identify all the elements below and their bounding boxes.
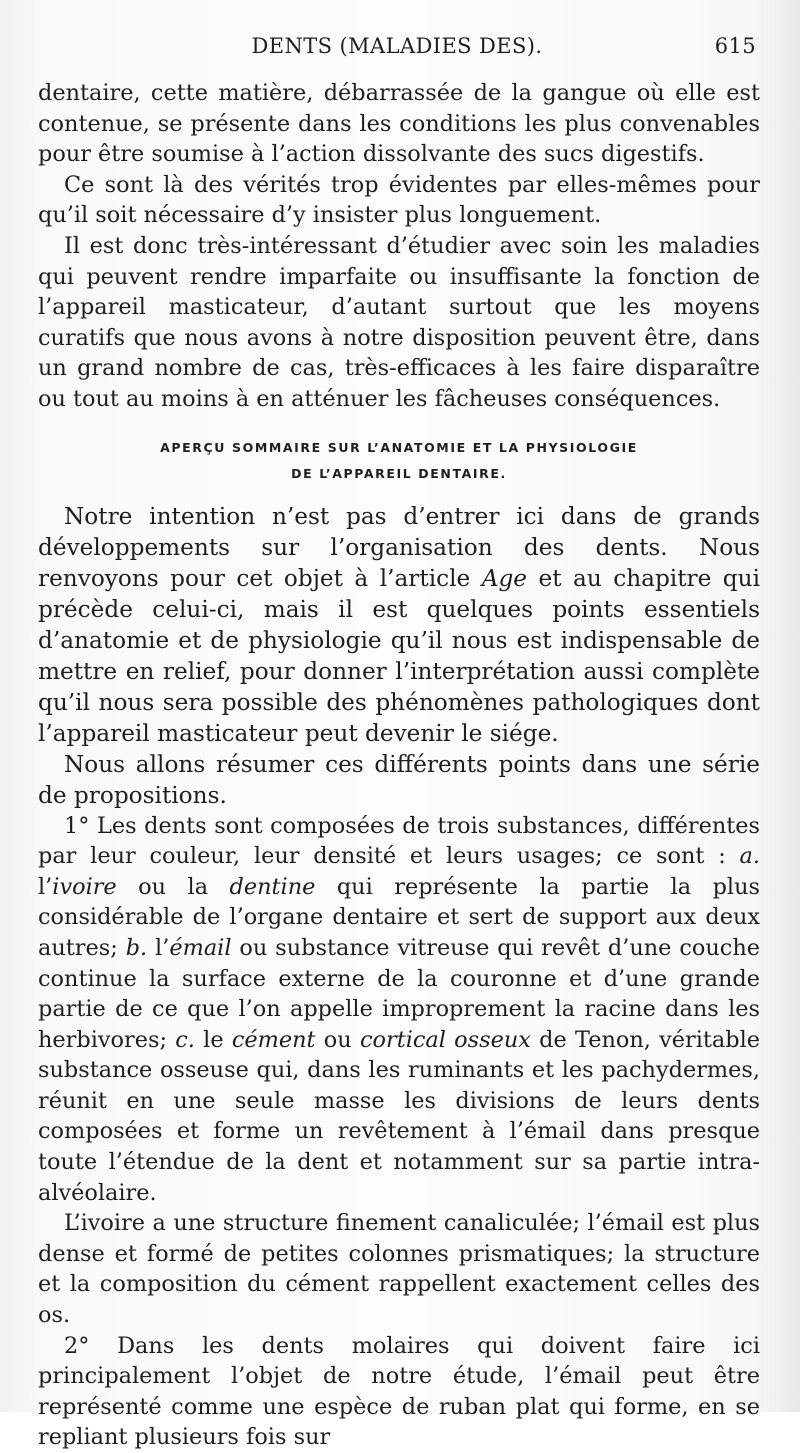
italic-term: ivoire bbox=[52, 873, 117, 900]
paragraph-proposition-2: 2° Dans les dents molaires qui doivent faire ici principalement l’objet de notre étude, l’émail peut être représenté comme une espèce de ruban plat qui forme, en se repliant plusieurs fois sur bbox=[38, 1332, 760, 1451]
text-run: de Tenon, véritable substance osseuse qui, dans les ruminants et les pachydermes, réunit en une seule masse les divisions de leurs dents composées et forme un revêtement à l’émail dans presque toute l’étendue de la dent et notamment sur sa partie intra-alvéolaire. bbox=[38, 1026, 761, 1206]
running-head: DENTS (MALADIES DES). bbox=[251, 34, 543, 58]
paragraph-continuation: dentaire, cette matière, débarrassée de la gangue où elle est contenue, se présente dans les conditions les plus convenables pour être soumise à l’action dissolvante des sucs digestifs. bbox=[38, 80, 760, 168]
text-run: qui représente la partie la plus considérable de l’organe dentaire et sert de support aux deux autres; bbox=[38, 873, 761, 961]
list-letter: c. bbox=[175, 1026, 195, 1053]
section-heading bbox=[38, 435, 760, 487]
text-run: l’ bbox=[147, 934, 170, 961]
text-run: 1° Les dents sont composées de trois substances, différentes par leur couleur, leur densité et leurs usages; ce sont : bbox=[38, 812, 760, 870]
paragraph: L’ivoire a une structure finement canaliculée; l’émail est plus dense et formé de petites colonnes prismatiques; la structure et la composition du cément rappellent exactement celles des os. bbox=[38, 1210, 760, 1329]
text-run: ou substance vitreuse qui revêt d’une couche continue la surface externe de la couronne et d’une grande partie de ce que l’on appelle improprement la racine dans les herbivores; bbox=[38, 934, 761, 1053]
text-run: Notre intention n’est pas d’entrer ici dans de grands développements sur l’organisation des dents. Nous renvoyons pour cet objet à l’article bbox=[38, 502, 760, 592]
paragraph bbox=[38, 501, 760, 749]
italic-term: cortical osseux bbox=[359, 1026, 531, 1053]
text-run: l’ bbox=[38, 873, 53, 900]
body-text bbox=[38, 78, 760, 1453]
page-number: 615 bbox=[714, 34, 756, 58]
list-letter: b. bbox=[125, 934, 148, 961]
italic-term: dentine bbox=[229, 873, 316, 900]
paragraph: Ce sont là des vérités trop évidentes par elles-mêmes pour qu’il soit nécessaire d’y insister plus longuement. bbox=[38, 171, 760, 229]
italic-term: émail bbox=[169, 934, 232, 961]
section-heading-line: DE L’APPAREIL DENTAIRE. bbox=[291, 465, 507, 481]
italic-term: cément bbox=[231, 1026, 316, 1053]
section-heading-line: APERÇU SOMMAIRE SUR L’ANATOMIE ET LA PHYSIOLOGIE bbox=[160, 439, 638, 455]
paragraph: Il est donc très-intéressant d’étudier avec soin les maladies qui peuvent rendre imparfaite ou insuffisante la fonction de l’appareil masticateur, d’autant surtout que les moyens curatifs que nous avons à notre disposition peuvent être, dans un grand nombre de cas, très-efficaces à les faire disparaître ou tout au moins à en atténuer les fâcheuses conséquences. bbox=[38, 232, 760, 412]
list-letter: a. bbox=[739, 843, 760, 870]
page-header bbox=[38, 34, 756, 64]
text-run: le bbox=[194, 1026, 232, 1053]
paragraph-proposition-1 bbox=[38, 811, 760, 1209]
text-run: ou la bbox=[116, 873, 230, 900]
italic-term: Age bbox=[481, 564, 528, 592]
text-run: et au chapitre qui précède celui-ci, mais il est quelques points essentiels d’anatomie et de physiologie qu’il nous est indispensable de mettre en relief, pour donner l’interprétation aussi complète qu’il nous sera possible des phénomènes pathologiques dont l’appareil masticateur peut devenir le siége. bbox=[38, 564, 760, 747]
text-run: ou bbox=[315, 1026, 360, 1053]
paragraph: Nous allons résumer ces différents points dans une série de propositions. bbox=[38, 750, 760, 809]
